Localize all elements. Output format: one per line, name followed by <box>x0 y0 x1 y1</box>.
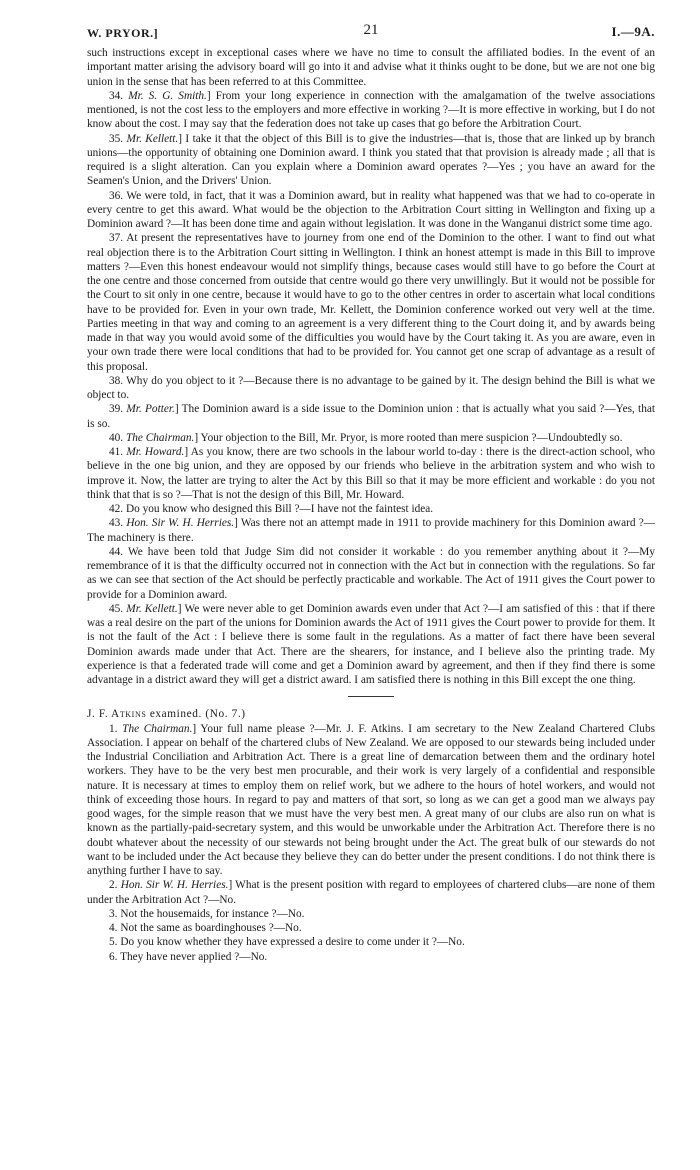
header-witness: W. PRYOR.] <box>87 26 159 40</box>
examined-label: examined. <box>149 708 202 721</box>
question-number: 44. <box>109 545 124 558</box>
paragraph-text: ] As you know, there are two schools in the labour world to-day : there is the direct-action school, who believe in the one big union, and they are opposed by our friends who believe in the arbitration system and who wish to improve it. Now, the latter are trying to alter the Act by this Bill so that it may be more efficient and workable : do you not think that that is so ?—That is not the design of this Bill, Mr. Howard. <box>87 446 655 501</box>
paragraph-text: They have never applied ?—No. <box>120 950 268 963</box>
paragraph <box>87 878 655 907</box>
evidence-block-atkins <box>87 722 655 964</box>
paragraph <box>87 502 655 516</box>
paragraph <box>87 545 655 602</box>
paragraph <box>87 921 655 935</box>
question-number: 1. <box>109 722 118 735</box>
question-number: 36. <box>109 189 124 202</box>
paragraph <box>87 907 655 921</box>
question-number: 2. <box>109 879 118 892</box>
paragraph-text: At present the representatives have to journey from one end of the Dominion to the other. I want to find out what real objection there is to the Arbitration Court sitting in Wellington. I think an honest attempt is made in this Bill to improve matters ?—Even this honest endeavour would not simplify things, because cases would still have to go before the Court at the one centre and those concerned from outside that centre would go there very unwillingly. But it would not be possible for the Court to sit only in one centre, because it would have to go to the other centres in order to ascertain what local conditions have to be provided for. Even in your own trade, Mr. Kellett, the Dominion conference worked out very well at the time. Parties meeting in that way and coming to an agreement is a very different thing to the Court doing it, and by awards being made in that way you would avoid some of the difficulties you would have by the Court taking it. As you are aware, even in your own trade there were local conditions that had to be provided for. You cannot get one scrap of advantage as a result of this proposal. <box>87 232 656 373</box>
speaker-name: Mr. Howard. <box>126 446 185 458</box>
paragraph <box>87 46 655 89</box>
paragraph <box>87 950 655 964</box>
paragraph-text: ] Was there not an attempt made in 1911 to provide machinery for this Dominion award ?—The machinery is there. <box>87 517 656 544</box>
paragraph-text: ] Your full name please ?—Mr. J. F. Atkins. I am secretary to the New Zealand Chartered Clubs Association. I appear on behalf of the chartered clubs of New Zealand. We are opposed to our stewards being included under the Industrial Conciliation and Arbitration Act. There is a great line of demarcation between them and the ordinary hotel workers. They have to be the very best men procurable, and their work is very largely of a confidential and responsible nature. It is necessary at times to employ them on relief work, but we adhere to the hours of hotel workers, and would not think of exceeding those hours. In regard to pay and matters of that sort, so long as we can get a good man we always pay good wages, for the simple reason that we must have the very best men. A great many of our clubs are also run on what is known as the partially-paid-secretary system, and this would be unworkable under the Arbitration Act. Therefore there is no doubt whatever about the necessity of our stewards not being brought under the Act. The great bulk of our stewards do not want to be included under the Act because they believe they can do better under the present conditions. I do not think there is anything further I have to say. <box>87 722 655 877</box>
question-number: 6. <box>109 950 118 963</box>
evidence-block-pryor <box>87 46 655 687</box>
paragraph-text: Not the same as boardinghouses ?—No. <box>120 922 302 934</box>
paragraph-text: Do you know who designed this Bill ?—I have not the faintest idea. <box>125 503 434 515</box>
paragraph-text: Not the housemaids, for instance ?—No. <box>120 907 305 920</box>
paragraph-text: ] Your objection to the Bill, Mr. Pryor, is more rooted than mere suspicion ?—Undoubtedly so. <box>194 431 623 444</box>
paragraph <box>87 189 655 232</box>
paragraph <box>87 935 655 949</box>
section-divider <box>348 696 394 697</box>
question-number: 39. <box>109 403 124 416</box>
speaker-name: The Chairman. <box>125 431 195 444</box>
question-number: 43. <box>109 517 124 530</box>
paragraph-text: Why do you object to it ?—Because there is no advantage to be gained by it. The design behind the Bill is what we object to. <box>87 374 655 401</box>
paragraph <box>87 722 655 879</box>
question-number: 35. <box>109 132 124 145</box>
speaker-name: Mr. Kellett. <box>126 602 178 615</box>
paragraph <box>87 445 655 502</box>
section-heading <box>87 707 655 721</box>
paragraph <box>87 602 655 688</box>
paragraph-text: such instructions except in exceptional cases where we have no time to consult the affiliated bodies. In the event of an important matter arising the advisory board will go into it and advise what it thinks ought to be done, but we are not one big union in the sense that has been referred to at this Committee. <box>87 47 655 88</box>
paragraph-text: ] The Dominion award is a side issue to the Dominion union : that is actually what you said ?—Yes, that is so. <box>87 403 656 430</box>
speaker-name: Mr. Kellett. <box>126 132 179 145</box>
question-number: 41. <box>109 446 124 458</box>
question-number: 38. <box>109 374 124 387</box>
speaker-name: Mr. Potter. <box>126 403 175 416</box>
question-number: 40. <box>109 431 124 444</box>
paragraph-text: We have been told that Judge Sim did not consider it workable : do you remember anything about it ?—My remembrance of it is that the difficulty occurred not in connection with the Act but in connection with the regulations. So far as we can see that section of the Act should be perfectly practicable and workable. The Act of 1911 gives the Court power to provide for a Dominion award. <box>87 545 656 601</box>
paragraph <box>87 89 655 132</box>
question-number: 5. <box>109 936 118 949</box>
witness-number: (No. 7.) <box>205 708 246 721</box>
speaker-name: Mr. S. G. Smith. <box>128 89 207 102</box>
witness-initials: J. F. A <box>87 708 120 721</box>
paragraph-text: ] From your long experience in connection with the amalgamation of the twelve associations mentioned, is not the cost less to the employers and more effective in working ?—It is more effective in working, but I do not know about the cost. I may say that the federation does not take up cases that go before the Arbitration Court. <box>87 89 655 131</box>
speaker-name: Hon. Sir W. H. Herries. <box>120 879 229 892</box>
paragraph <box>87 516 655 545</box>
speaker-name: The Chairman. <box>122 722 193 735</box>
speaker-name: Hon. Sir W. H. Herries. <box>126 517 235 530</box>
paragraph <box>87 132 655 189</box>
question-number: 4. <box>109 922 118 934</box>
paper-reference: I.—9A. <box>611 24 655 39</box>
page-header <box>87 0 655 46</box>
paragraph <box>87 374 655 403</box>
document-body <box>87 46 655 964</box>
paragraph-text: ] What is the present position with regard to employees of chartered clubs—are none of them under the Arbitration Act ?—No. <box>87 879 656 906</box>
page-number: 21 <box>363 22 379 38</box>
paragraph-text: Do you know whether they have expressed a desire to come under it ?—No. <box>120 936 465 949</box>
paragraph-text: ] We were never able to get Dominion awards even under that Act ?—I am satisfied of this : that if there was a real desire on the part of the unions for Dominion awards the Act of 1911 gives the Court power to provide for them. It is not the fault of the Act : I believe there is some fault in the regulations. As a matter of fact there have been several Dominion awards made under that Act. There are the shearers, for instance, and I believe also the printing trade. My experience is that a federated trade will come and get a Dominion award by agreement, and then if they find there is some advantage in a district award they will get a district award. I am satisfied there is nothing in this Bill except the one thing. <box>87 602 655 686</box>
question-number: 42. <box>109 503 124 515</box>
question-number: 45. <box>109 602 124 615</box>
paragraph <box>87 231 655 374</box>
question-number: 34. <box>109 89 124 102</box>
witness-surname-rest: tkins <box>119 708 147 721</box>
paragraph <box>87 402 655 431</box>
paragraph-text: We were told, in fact, that it was a Dominion award, but in reality what happened was that we had to co-operate in every centre to get this award. What would be the objection to the Arbitration Court sitting in Wellington and fixing up a Dominion award ?—It has been done time and again without legislation. It was done in the Wanganui district some time ago. <box>87 189 655 230</box>
paragraph <box>87 431 655 445</box>
paragraph-text: ] I take it that the object of this Bill is to give the industries—that is, those that are linked up by branch unions—the opportunity of obtaining one Dominion award. I think you stated that that provision is already made ; all that is required is a slight alteration. Can you explain where a Dominion award operates ?—Yes ; you have an award for the Seamen's Union, and the Drivers' Union. <box>87 132 655 188</box>
question-number: 3. <box>109 907 118 920</box>
question-number: 37. <box>109 232 124 245</box>
